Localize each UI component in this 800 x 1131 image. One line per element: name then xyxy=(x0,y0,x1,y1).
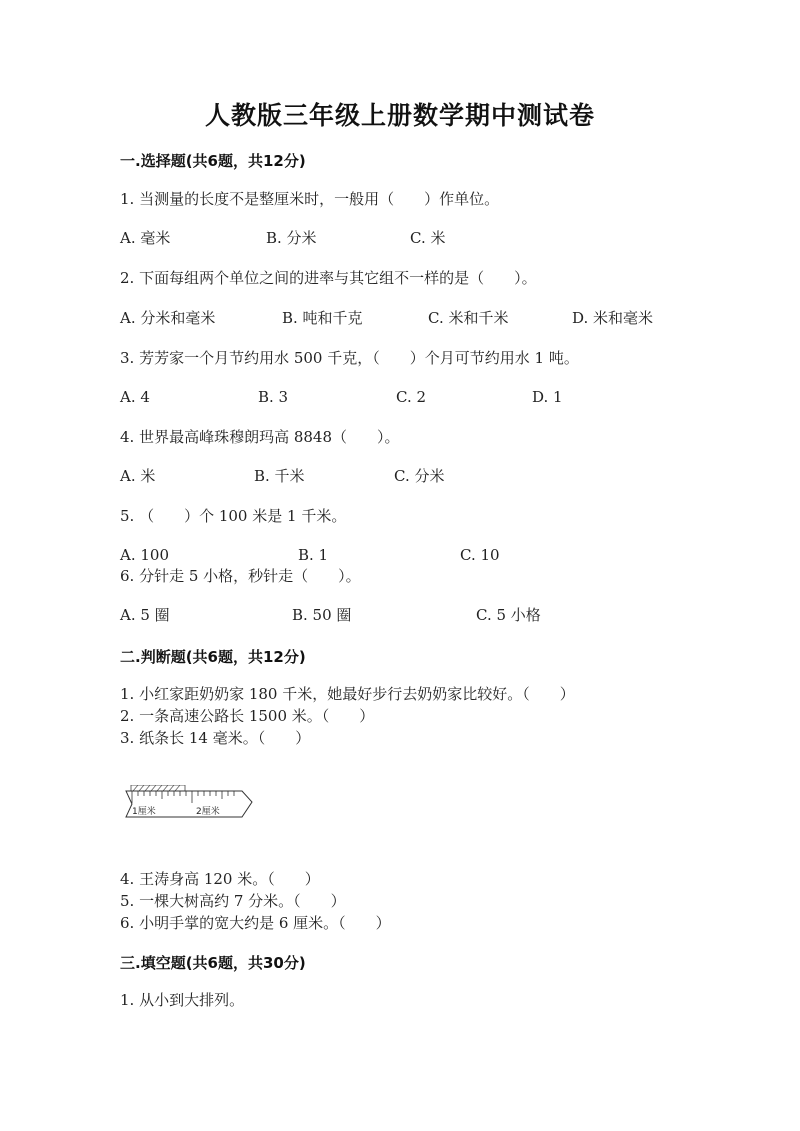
option: A. 分米和毫米 xyxy=(120,309,216,327)
options-row xyxy=(120,466,680,486)
section-heading-judgment: 二.判断题(共6题，共12分) xyxy=(120,648,306,666)
options-row xyxy=(120,545,680,565)
judgment-item: 3. 纸条长 14 毫米。（ ） xyxy=(120,729,311,747)
question-text: 5. （ ）个 100 米是 1 千米。 xyxy=(120,507,347,525)
options-row xyxy=(120,387,680,407)
option: B. 50 圈 xyxy=(292,606,352,624)
judgment-item: 2. 一条高速公路长 1500 米。（ ） xyxy=(120,707,375,725)
option: B. 1 xyxy=(298,546,329,564)
ruler-label-2cm: 2厘米 xyxy=(196,807,220,817)
ruler-figure xyxy=(124,785,256,821)
option: A. 4 xyxy=(120,388,150,406)
option: D. 米和毫米 xyxy=(572,309,654,327)
judgment-item: 4. 王涛身高 120 米。（ ） xyxy=(120,870,320,888)
question-text: 2. 下面每组两个单位之间的进率与其它组不一样的是（ ）。 xyxy=(120,269,537,287)
question-text: 6. 分针走 5 小格，秒针走（ ）。 xyxy=(120,567,361,585)
option: C. 5 小格 xyxy=(476,606,541,624)
section-heading-fill-blank: 三.填空题(共6题，共30分) xyxy=(120,954,306,972)
judgment-item: 6. 小明手掌的宽大约是 6 厘米。（ ） xyxy=(120,914,391,932)
option: D. 1 xyxy=(532,388,563,406)
option: A. 5 圈 xyxy=(120,606,170,624)
option: A. 毫米 xyxy=(120,229,171,247)
page-title: 人教版三年级上册数学期中测试卷 xyxy=(204,101,595,130)
option: A. 米 xyxy=(120,467,156,485)
option: B. 分米 xyxy=(266,229,317,247)
option: C. 分米 xyxy=(394,467,445,485)
option: B. 3 xyxy=(258,388,289,406)
options-row xyxy=(120,605,680,625)
option: A. 100 xyxy=(120,546,169,564)
option: B. 吨和千克 xyxy=(282,309,363,327)
options-row xyxy=(120,228,680,248)
section-heading-choice: 一.选择题(共6题，共12分) xyxy=(120,152,306,170)
option: C. 10 xyxy=(460,546,500,564)
option: C. 米和千米 xyxy=(428,309,509,327)
option: C. 2 xyxy=(396,388,427,406)
question-text: 4. 世界最高峰珠穆朗玛高 8848（ ）。 xyxy=(120,428,400,446)
option: C. 米 xyxy=(410,229,446,247)
question-text: 1. 当测量的长度不是整厘米时，一般用（ ）作单位。 xyxy=(120,190,500,208)
ruler-label-1cm: 1厘米 xyxy=(132,807,156,817)
judgment-item: 5. 一棵大树高约 7 分米。（ ） xyxy=(120,892,346,910)
options-row xyxy=(120,308,680,328)
question-text: 3. 芳芳家一个月节约用水 500 千克，（ ）个月可节约用水 1 吨。 xyxy=(120,349,579,367)
fill-blank-item: 1. 从小到大排列。 xyxy=(120,991,245,1009)
judgment-item: 1. 小红家距奶奶家 180 千米，她最好步行去奶奶家比较好。（ ） xyxy=(120,685,575,703)
option: B. 千米 xyxy=(254,467,305,485)
